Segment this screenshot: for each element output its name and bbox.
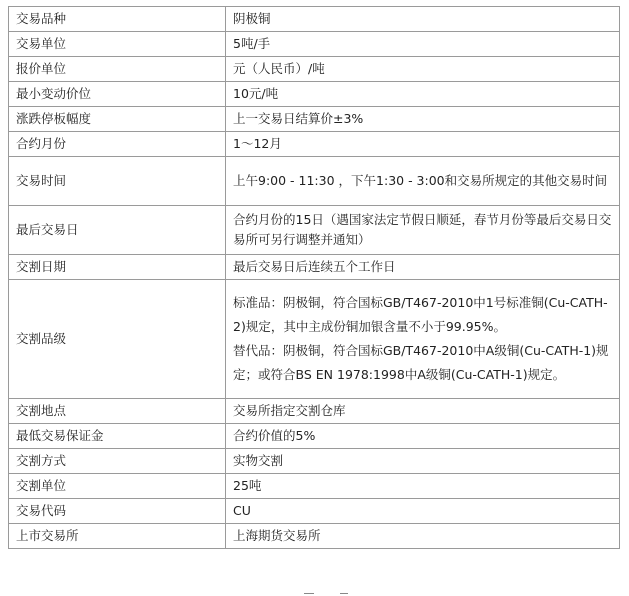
row-label: 最后交易日: [9, 206, 226, 255]
table-row: [9, 424, 620, 449]
row-label: 交易品种: [9, 7, 226, 32]
table-row: [9, 7, 620, 32]
row-value: 最后交易日后连续五个工作日: [226, 255, 620, 280]
row-label: 最低交易保证金: [9, 424, 226, 449]
table-row: [9, 132, 620, 157]
row-value: 5吨/手: [226, 32, 620, 57]
row-value: 上午9:00 - 11:30 ，下午1:30 - 3:00和交易所规定的其他交易时间: [226, 157, 620, 206]
row-label: 交割单位: [9, 474, 226, 499]
row-label: 上市交易所: [9, 524, 226, 549]
row-label: 交易代码: [9, 499, 226, 524]
row-label: 交割日期: [9, 255, 226, 280]
table-row: [9, 107, 620, 132]
row-value: 合约价值的5%: [226, 424, 620, 449]
row-value: 实物交割: [226, 449, 620, 474]
row-label: 合约月份: [9, 132, 226, 157]
row-label: 报价单位: [9, 57, 226, 82]
row-value: 交易所指定交割仓库: [226, 399, 620, 424]
row-value: 元（人民币）/吨: [226, 57, 620, 82]
table-row: [9, 474, 620, 499]
table-row: [9, 499, 620, 524]
row-value: CU: [226, 499, 620, 524]
table-row: [9, 280, 620, 399]
cropped-caption-fragment: [300, 590, 360, 596]
table-row: [9, 157, 620, 206]
row-label: 交易时间: [9, 157, 226, 206]
row-label: 交割品级: [9, 280, 226, 399]
row-label: 涨跌停板幅度: [9, 107, 226, 132]
substitute-grade-text: 替代品：阴极铜，符合国标GB/T467-2010中A级铜(Cu-CATH-1)规定；或符合BS EN 1978:1998中A级铜(Cu-CATH-1)规定。: [233, 343, 609, 382]
row-value: 上海期货交易所: [226, 524, 620, 549]
standard-grade-text: 标准品：阴极铜，符合国标GB/T467-2010中1号标准铜(Cu-CATH-2)规定，其中主成份铜加银含量不小于99.95%。: [233, 295, 608, 334]
contract-spec-table: [8, 6, 620, 549]
row-value: [226, 280, 620, 399]
row-label: 最小变动价位: [9, 82, 226, 107]
row-value: 阴极铜: [226, 7, 620, 32]
table-row: [9, 206, 620, 255]
row-value: 合约月份的15日（遇国家法定节假日顺延，春节月份等最后交易日交易所可另行调整并通知）: [226, 206, 620, 255]
table-row: [9, 255, 620, 280]
table-row: [9, 399, 620, 424]
row-value: 1～12月: [226, 132, 620, 157]
table-row: [9, 449, 620, 474]
table-row: [9, 82, 620, 107]
row-value: 25吨: [226, 474, 620, 499]
row-label: 交割地点: [9, 399, 226, 424]
row-label: 交割方式: [9, 449, 226, 474]
table-row: [9, 57, 620, 82]
row-label: 交易单位: [9, 32, 226, 57]
row-value: 上一交易日结算价±3%: [226, 107, 620, 132]
row-value: 10元/吨: [226, 82, 620, 107]
table-row: [9, 524, 620, 549]
table-row: [9, 32, 620, 57]
